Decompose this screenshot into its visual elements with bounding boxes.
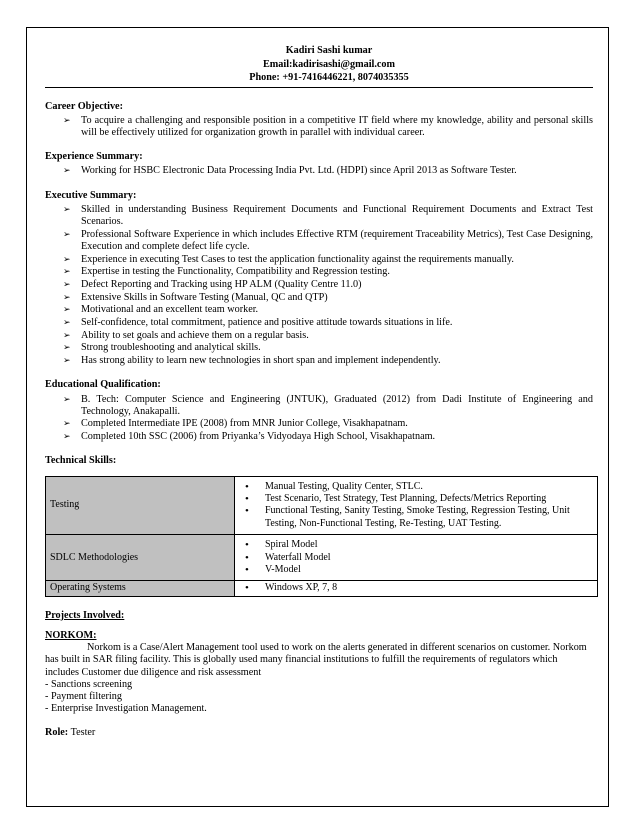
list-item: • Functional Testing, Sanity Testing, Smoke Testing, Regression Testing, Unit Testing, Non-Functional Testing, Re-Testing, UAT Testing.	[265, 505, 593, 530]
list-item: ➢ Extensive Skills in Software Testing (Manual, QC and QTP)	[81, 292, 593, 304]
resume-header	[45, 44, 593, 85]
list-item: ➢ Expertise in testing the Functionality, Compatibility and Regression testing.	[81, 266, 593, 278]
header-divider	[45, 87, 593, 88]
list-item: ➢ Motivational and an excellent team worker.	[81, 304, 593, 316]
education-list	[45, 394, 593, 444]
list-item: ➢ Completed 10th SSC (2006) from Priyanka’s Vidyodaya High School, Visakhapatnam.	[81, 431, 593, 443]
list-item: • Waterfall Model	[265, 552, 593, 564]
list-item: • Test Scenario, Test Strategy, Test Planning, Defects/Metrics Reporting	[265, 493, 593, 505]
project-name: NORKOM:	[45, 630, 97, 642]
candidate-name: Kadiri Sashi kumar	[285, 45, 373, 56]
technical-skills-table	[45, 476, 598, 597]
table-row	[46, 581, 598, 596]
skill-category: Operating Systems	[46, 581, 235, 596]
list-item: ➢ B. Tech: Computer Science and Engineering (JNTUK), Graduated (2012) from Dadi Institute of Engineering and Technology, Anakapalli.	[81, 394, 593, 418]
experience-summary-list	[45, 165, 593, 177]
role-value: Tester	[68, 727, 96, 739]
project-description: Norkom is a Case/Alert Management tool used to work on the alerts generated in different scenarios on customer. Norkom has built in SAR filing facility. This is globally used many financial institutions to fulfill the requirements of regulators which includes Customer due diligence and risk assessment	[45, 642, 587, 678]
list-item: ➢ Has strong ability to learn new technologies in short span and implement independently.	[81, 355, 593, 367]
technical-skills-title: Technical Skills:	[45, 455, 117, 467]
list-item: ➢ Strong troubleshooting and analytical skills.	[81, 342, 593, 354]
executive-summary-title: Executive Summary:	[45, 189, 137, 201]
skill-values	[235, 476, 598, 535]
project-line: - Enterprise Investigation Management.	[45, 703, 207, 715]
resume-document	[45, 44, 593, 740]
list-item: ➢ Professional Software Experience in which includes Effective RTM (requirement Traceability Metrics), Test Case Designing, Execution and complete defect life cycle.	[81, 229, 593, 253]
list-item: ➢ Skilled in understanding Business Requirement Documents and Functional Requirement Documents and Extract Test Scenarios.	[81, 204, 593, 228]
executive-summary-list	[45, 204, 593, 368]
role-label: Role:	[45, 727, 69, 739]
list-item: • Manual Testing, Quality Center, STLC.	[265, 481, 593, 493]
list-item: ➢ Working for HSBC Electronic Data Processing India Pvt. Ltd. (HDPI) since April 2013 as Software Tester.	[81, 165, 593, 177]
list-item: ➢ Self-confidence, total commitment, patience and positive attitude towards situations in life.	[81, 317, 593, 329]
project-line: - Sanctions screening	[45, 678, 133, 690]
table-row	[46, 535, 598, 581]
table-row	[46, 476, 598, 535]
list-item: ➢ Experience in executing Test Cases to test the application functionality against the requirements manually.	[81, 254, 593, 266]
list-item: ➢ To acquire a challenging and responsible position in a competitive IT field where my knowledge, ability and personal skills will be effectively utilized for organization growth in parallel with individual career.	[81, 115, 593, 139]
candidate-phone: Phone: +91-7416446221, 8074035355	[249, 72, 409, 83]
project-role	[45, 727, 593, 739]
experience-summary-title: Experience Summary:	[45, 151, 143, 163]
projects-title: Projects Involved:	[45, 609, 125, 621]
list-item: ➢ Ability to set goals and achieve them on a regular basis.	[81, 330, 593, 342]
skill-category: SDLC Methodologies	[46, 535, 235, 581]
list-item: ➢ Completed Intermediate IPE (2008) from MNR Junior College, Visakhapatnam.	[81, 418, 593, 430]
skill-values	[235, 581, 598, 596]
career-objective-title: Career Objective:	[45, 100, 123, 112]
candidate-email: Email:kadirisashi@gmail.com	[262, 58, 395, 70]
project-line: - Payment filtering	[45, 691, 122, 703]
education-title: Educational Qualification:	[45, 379, 161, 391]
skill-category: Testing	[46, 476, 235, 535]
career-objective-list	[45, 115, 593, 139]
list-item: • Windows XP, 7, 8	[265, 582, 593, 594]
skill-values	[235, 535, 598, 581]
list-item: • Spiral Model	[265, 539, 593, 551]
list-item: ➢ Defect Reporting and Tracking using HP ALM (Quality Centre 11.0)	[81, 279, 593, 291]
list-item: • V-Model	[265, 564, 593, 576]
